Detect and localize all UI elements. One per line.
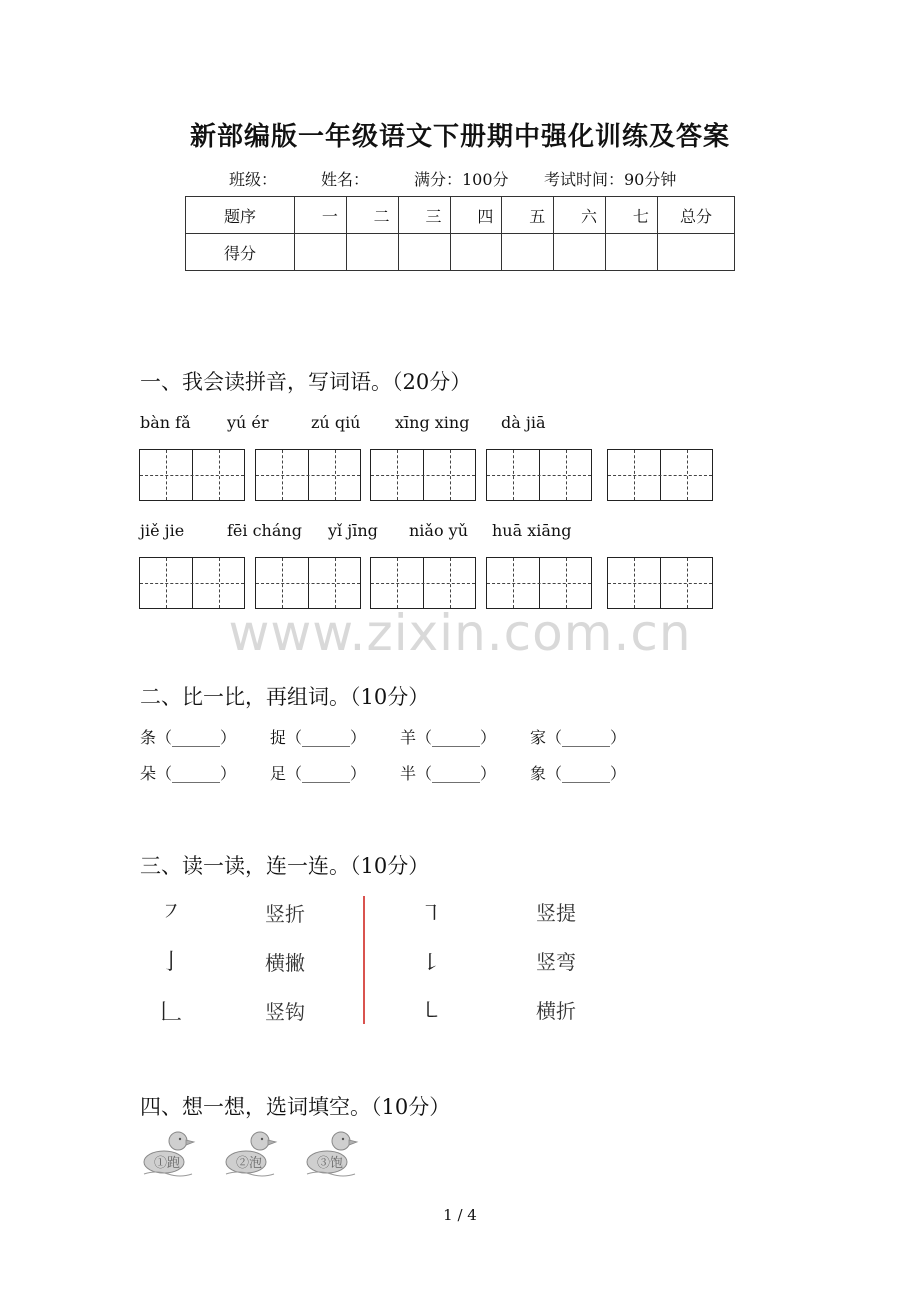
pinyin-label: jiě jie	[140, 521, 185, 540]
stroke-glyph[interactable]: ㇄	[420, 999, 443, 1024]
score-input-cell[interactable]	[450, 234, 502, 271]
stroke-glyph[interactable]: ㇇	[160, 900, 183, 925]
stroke-name[interactable]: 竖钩	[265, 1000, 305, 1024]
word-blank[interactable]: 足（______）	[270, 764, 367, 783]
section-3-heading: 三、读一读，连一连。（10分）	[140, 854, 430, 878]
table-cell: 七	[606, 197, 658, 234]
name-field-label: 姓名：	[321, 170, 370, 189]
writing-grid[interactable]	[486, 557, 592, 609]
duck-label: ③饱	[317, 1156, 344, 1171]
score-input-cell[interactable]	[346, 234, 398, 271]
table-cell: 三	[398, 197, 450, 234]
section-4-heading: 四、想一想，选词填空。（10分）	[140, 1095, 451, 1119]
pinyin-label: zú qiú	[311, 413, 361, 432]
pinyin-label: huā xiāng	[492, 521, 572, 540]
score-input-cell[interactable]	[657, 234, 734, 271]
word-blank[interactable]: 捉（______）	[270, 728, 367, 747]
duck-label: ②泡	[236, 1156, 263, 1171]
section-1-heading: 一、我会读拼音，写词语。（20分）	[140, 370, 472, 394]
stroke-name[interactable]: 横撇	[265, 951, 305, 975]
pinyin-label: yǐ jīng	[328, 521, 378, 540]
writing-grid[interactable]	[486, 449, 592, 501]
pinyin-label: bàn fǎ	[140, 413, 191, 432]
score-input-cell[interactable]	[398, 234, 450, 271]
duck-label: ①跑	[154, 1156, 181, 1171]
word-blank[interactable]: 家（______）	[530, 728, 627, 747]
full-score-label: 满分：100分	[414, 170, 509, 189]
score-table-header-row	[186, 197, 735, 234]
word-blank[interactable]: 羊（______）	[400, 728, 497, 747]
stroke-name[interactable]: 竖提	[536, 901, 576, 925]
stroke-glyph[interactable]: ㇕	[420, 902, 443, 927]
table-cell: 得分	[186, 234, 295, 271]
writing-grid[interactable]	[370, 557, 476, 609]
pinyin-label: yú ér	[227, 413, 269, 432]
table-cell: 二	[346, 197, 398, 234]
table-cell: 六	[554, 197, 606, 234]
writing-grid[interactable]	[607, 449, 713, 501]
page-title: 新部编版一年级语文下册期中强化训练及答案	[189, 122, 730, 152]
word-blank[interactable]: 条（______）	[140, 728, 237, 747]
pinyin-label: fēi cháng	[227, 521, 302, 540]
writing-grid[interactable]	[139, 449, 245, 501]
watermark: www.zixin.com.cn	[228, 604, 692, 662]
word-blank[interactable]: 象（______）	[530, 764, 627, 783]
table-cell: 一	[295, 197, 347, 234]
score-input-cell[interactable]	[554, 234, 606, 271]
word-blank[interactable]: 朵（______）	[140, 764, 237, 783]
writing-grid[interactable]	[370, 449, 476, 501]
score-table-score-row	[186, 234, 735, 271]
stroke-name[interactable]: 竖弯	[536, 950, 576, 974]
writing-grid[interactable]	[255, 449, 361, 501]
writing-grid[interactable]	[607, 557, 713, 609]
pinyin-label: xīng xing	[395, 413, 470, 432]
score-input-cell[interactable]	[606, 234, 658, 271]
page-number: 1 / 4	[443, 1206, 477, 1224]
duck-option[interactable]	[303, 1128, 359, 1178]
stroke-name[interactable]: 横折	[536, 999, 576, 1023]
stroke-name[interactable]: 竖折	[265, 902, 305, 926]
duck-option[interactable]	[222, 1128, 278, 1178]
writing-grid[interactable]	[139, 557, 245, 609]
exam-time-label: 考试时间：90分钟	[544, 170, 677, 189]
pinyin-label: niǎo yǔ	[409, 521, 469, 540]
table-cell: 总分	[657, 197, 734, 234]
stroke-glyph[interactable]: 亅	[160, 950, 183, 975]
pinyin-label: dà jiā	[501, 413, 546, 432]
table-cell: 题序	[186, 197, 295, 234]
table-cell: 五	[502, 197, 554, 234]
duck-option[interactable]	[140, 1128, 196, 1178]
table-cell: 四	[450, 197, 502, 234]
writing-grid[interactable]	[255, 557, 361, 609]
stroke-glyph[interactable]: 𠃊	[160, 1000, 183, 1025]
score-table	[185, 196, 735, 271]
score-input-cell[interactable]	[295, 234, 347, 271]
stroke-glyph[interactable]: ㇙	[420, 951, 443, 976]
class-field-label: 班级：	[229, 170, 278, 189]
section-2-heading: 二、比一比，再组词。（10分）	[140, 685, 430, 709]
score-input-cell[interactable]	[502, 234, 554, 271]
red-divider-line	[363, 896, 365, 1024]
word-blank[interactable]: 半（______）	[400, 764, 497, 783]
